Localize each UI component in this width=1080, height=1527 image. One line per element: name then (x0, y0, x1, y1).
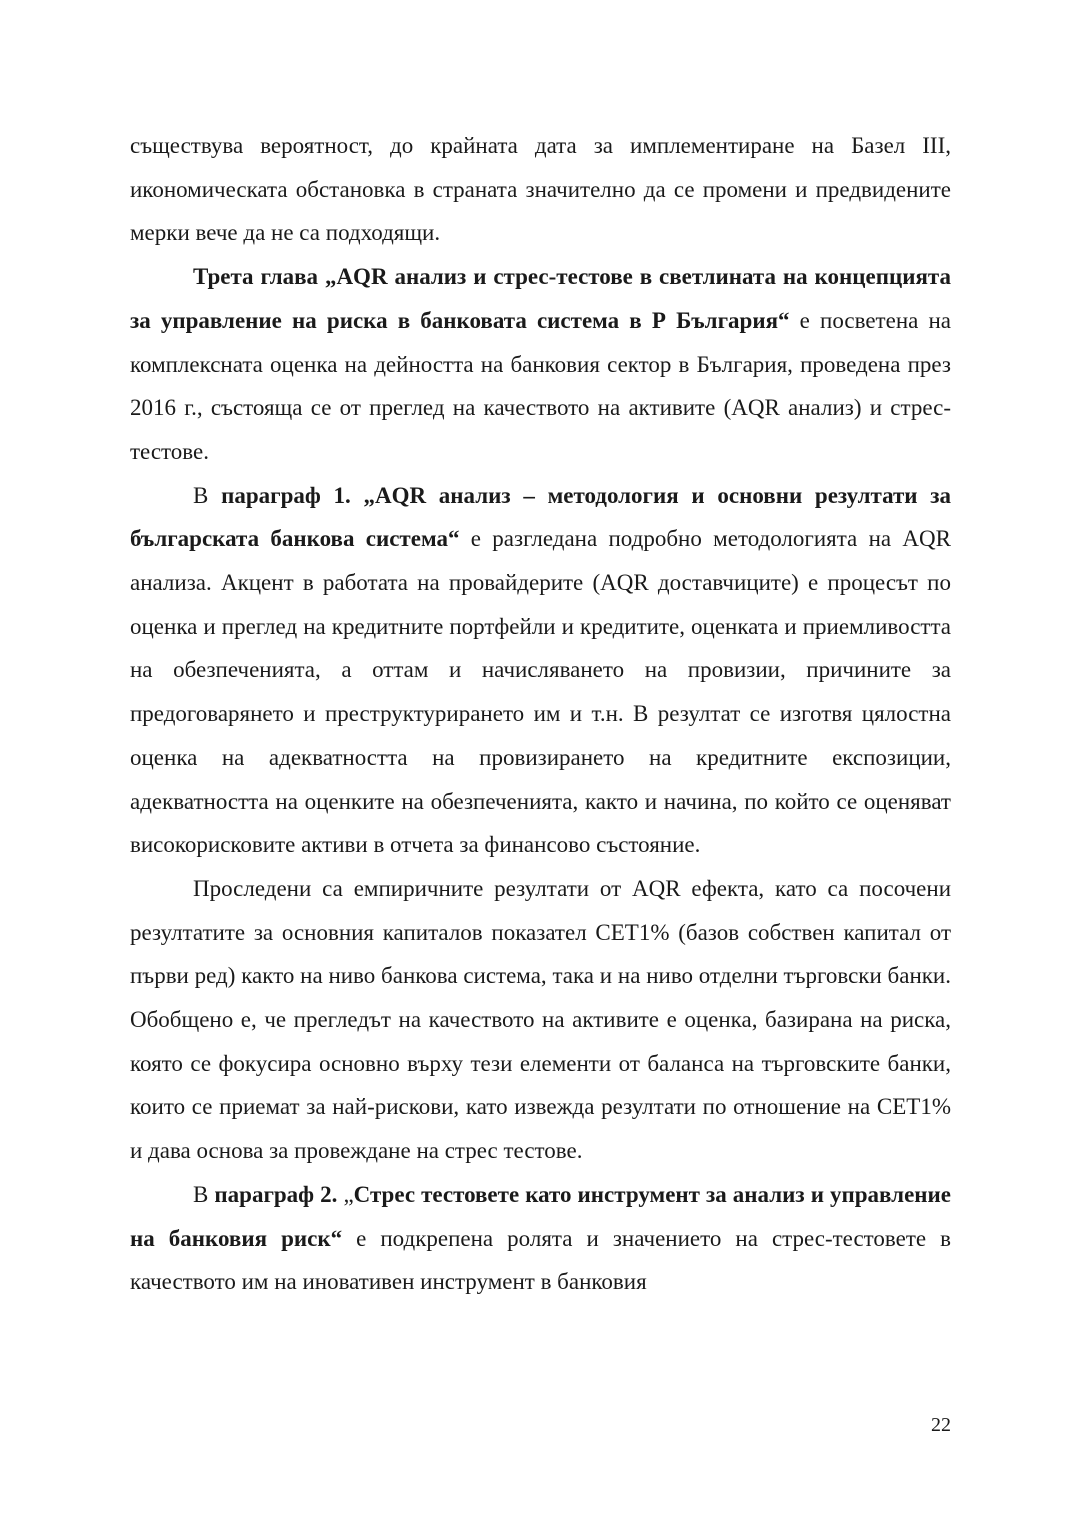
paragraph-continuation (130, 124, 951, 255)
section-label: параграф 2. (214, 1181, 338, 1207)
text-segment: е подкрепена ролята и значението на стрес-тестовете в качеството им на иновативен инструмент в банковия (130, 1225, 952, 1295)
paragraph-chapter-three (130, 255, 951, 474)
text-segment: е посветена на комплексната оценка на дейността на банковия сектор в България, проведена през 2016 г., състояща се от преглед на качеството на активите (AQR анализ) и стрес-тестове. (130, 307, 951, 464)
section-title: параграф 1. „AQR анализ – методология и основни резултати за българската банкова система“ (130, 482, 952, 552)
chapter-title: Трета глава „AQR анализ и стрес-тестове в светлината на концепцията за управление на риска в банковата система в Р България“ (130, 264, 951, 333)
paragraph-section-two (130, 1173, 951, 1304)
text-segment: В (193, 482, 222, 508)
page-number: 22 (931, 1414, 951, 1436)
text-segment: е разгледана подробно методологията на AQR анализа. Акцент в работата на провайдерите (AQR доставчиците) е процесът по оценка и преглед на кредитните портфейли и кредитите, оценката и приемливостта на обезпеченията, а оттам и начисляването на провизии, причините за предоговарянето и преструктурирането им и т.н. В резултат се изготвя цялостна оценка на адекватността на провизирането на кредитните експозиции, адекватността на оценките на обезпеченията, както и начина, по който се оценяват високорисковите активи в отчета за финансово състояние. (130, 526, 951, 858)
section-title: Стрес тестовете като инструмент за анализ и управление на банковия риск“ (130, 1181, 951, 1251)
text-segment: В (193, 1181, 215, 1207)
body-text (130, 124, 951, 1304)
text-segment: Проследени са емпиричните резултати от AQR ефекта, като са посочени резултатите за основния капиталов показател CET1% (базов собствен капитал от първи ред) както на ниво банкова система, така и на ниво отделни търговски банки. Обобщено е, че прегледът на качеството на активите е оценка, базирана на риска, която се фокусира основно върху тези елементи от баланса на търговските банки, които се приемат за най-рискови, като извежда резултати по отношение на CET1% и дава основа за провеждане на стрес тестове. (130, 875, 951, 1164)
text-segment: „ (337, 1181, 354, 1207)
text-segment: съществува вероятност, до крайната дата за имплементиране на Базел III, икономическата обстановка в страната значително да се промени и предвидените мерки вече да не са подходящи. (130, 133, 951, 246)
paragraph-section-one (130, 474, 951, 867)
paragraph-aqr-results (130, 867, 951, 1173)
